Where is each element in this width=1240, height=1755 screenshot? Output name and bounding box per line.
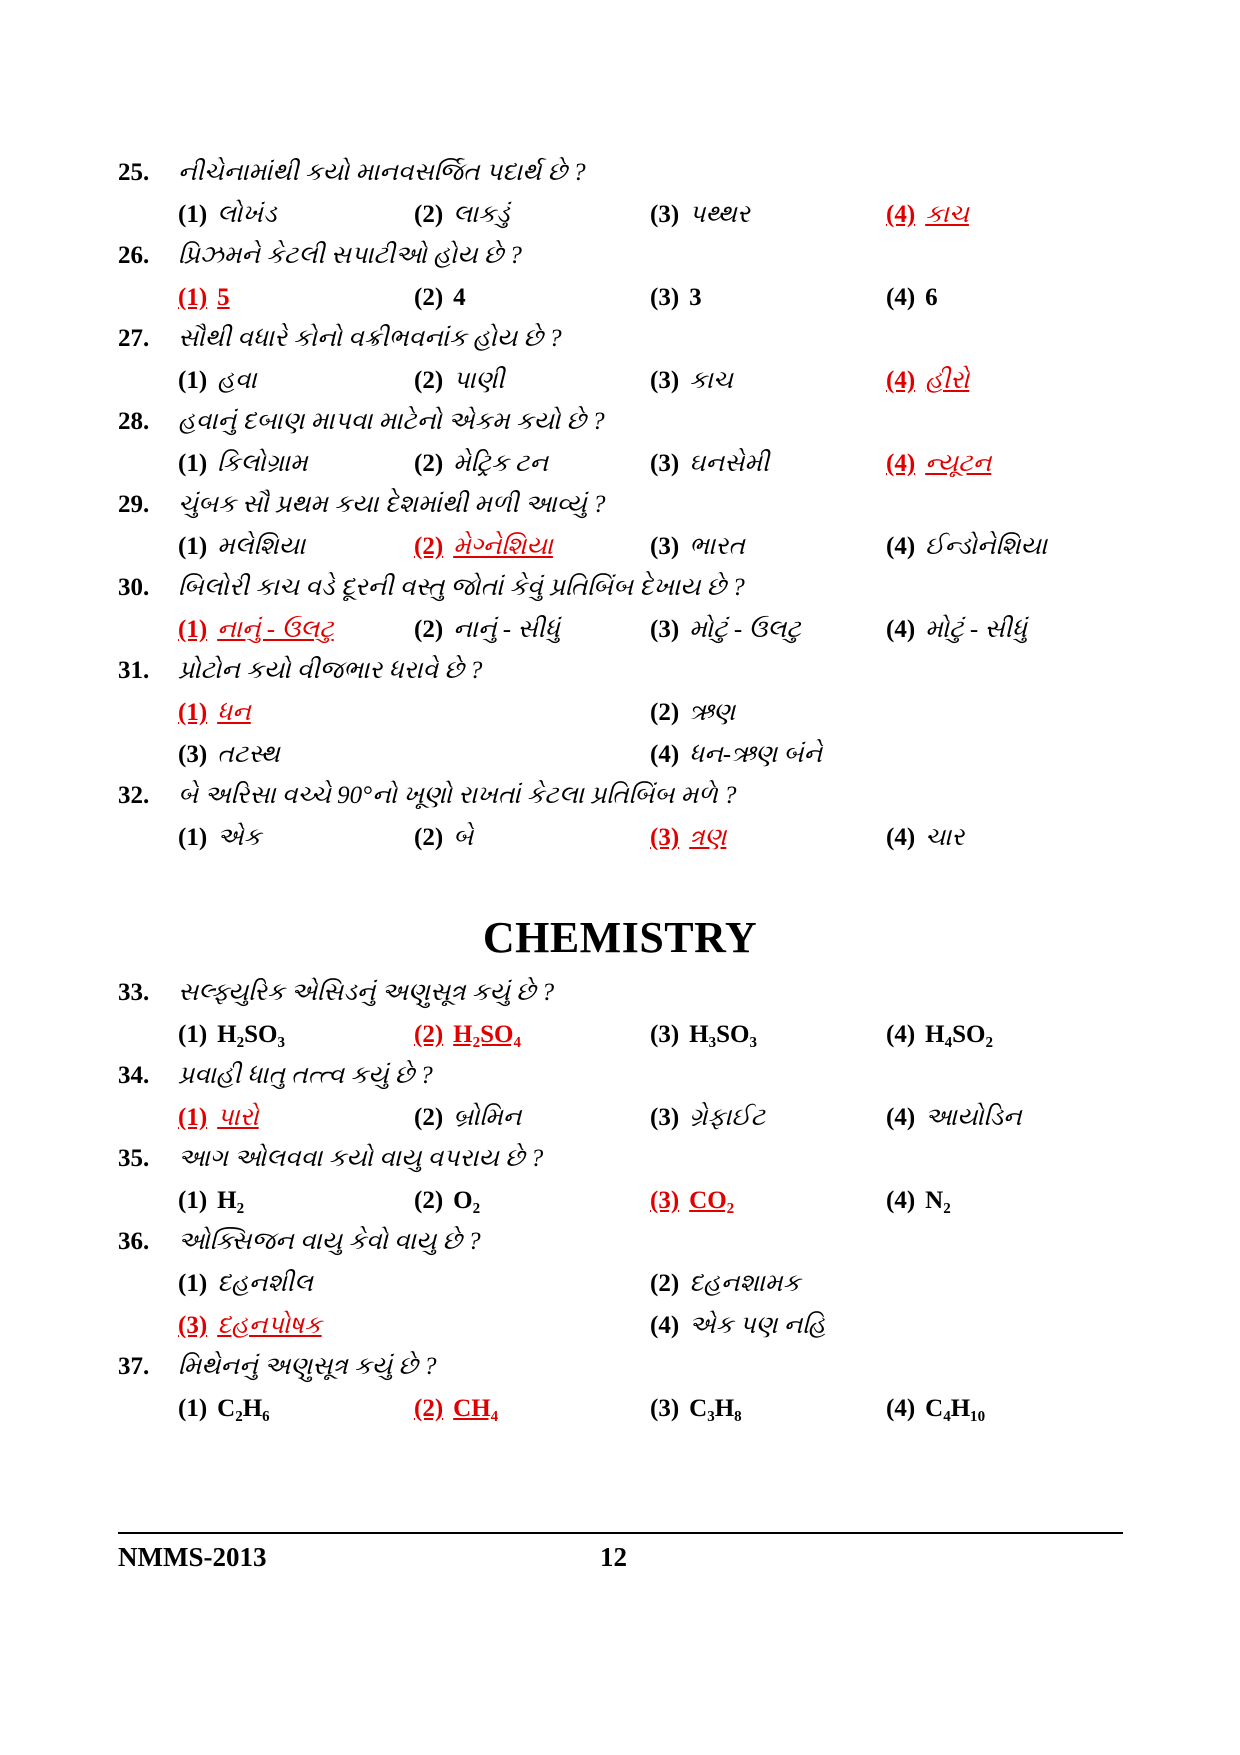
question-25 [118, 152, 1140, 236]
option-4-correct-answer: (4) હીરો [886, 367, 970, 394]
option-3: (3) તટસ્થ [178, 741, 280, 768]
option-2: (2) લાકડું [414, 201, 510, 228]
option-1: (1) કિલોગ્રામ [178, 450, 308, 477]
option-3: (3) ભારત [650, 533, 745, 560]
question-text: પ્રવાહી ધાતુ તત્ત્વ કયું છે ? [178, 1062, 433, 1089]
question-number: 35. [118, 1145, 150, 1172]
question-36 [118, 1221, 1140, 1347]
option-3: (3) 3 [650, 284, 702, 311]
option-1: (1) હવા [178, 367, 257, 394]
question-34 [118, 1055, 1140, 1139]
question-26 [118, 235, 1140, 319]
option-2-correct-answer: (2) CH₄ [414, 1395, 499, 1422]
question-number: 32. [118, 782, 150, 809]
option-3-correct-answer: (3) ત્રણ [650, 824, 727, 851]
question-number: 36. [118, 1228, 150, 1255]
option-4: (4) H₄SO₂ [886, 1021, 993, 1048]
option-2: (2) બે [414, 824, 474, 851]
option-2: (2) બ્રોમિન [414, 1104, 522, 1131]
option-1-correct-answer: (1) પારો [178, 1104, 259, 1131]
question-number: 27. [118, 325, 150, 352]
option-4: (4) એક પણ નહિ [650, 1312, 826, 1339]
option-3: (3) કાચ [650, 367, 733, 394]
option-2: (2) O₂ [414, 1187, 481, 1214]
question-35 [118, 1138, 1140, 1222]
option-3: (3) H₃SO₃ [650, 1021, 757, 1048]
option-3: (3) મોટું - ઉલટુ [650, 616, 801, 643]
option-4: (4) ઈન્ડોનેશિયા [886, 533, 1048, 560]
option-1: (1) મલેશિયા [178, 533, 306, 560]
question-text: સલ્ફ્યુરિક એસિડનું અણુસૂત્ર કયું છે ? [178, 979, 555, 1006]
question-29 [118, 484, 1140, 568]
question-text: બિલોરી કાચ વડે દૂરની વસ્તુ જોતાં કેવું પ્રતિબિંબ દેખાય છે ? [178, 574, 745, 601]
option-2-correct-answer: (2) મેગ્નેશિયા [414, 533, 553, 560]
option-4-correct-answer: (4) ન્યૂટન [886, 450, 992, 477]
option-1-correct-answer: (1) 5 [178, 284, 230, 311]
footer-divider [118, 1532, 1123, 1534]
option-2: (2) મેટ્રિક ટન [414, 450, 549, 477]
option-4: (4) 6 [886, 284, 938, 311]
question-text: પ્રોટોન કયો વીજભાર ધરાવે છે ? [178, 657, 483, 684]
question-text: નીચેનામાંથી કયો માનવસર્જિત પદાર્થ છે ? [178, 159, 586, 186]
option-4: (4) N₂ [886, 1187, 951, 1214]
option-3-correct-answer: (3) દહનપોષક [178, 1312, 322, 1339]
question-text: બે અરિસા વચ્ચે 90°નો ખૂણો રાખતાં કેટલા પ્રતિબિંબ મળે ? [178, 782, 737, 809]
section-heading: CHEMISTRY [482, 913, 758, 962]
option-4: (4) મોટું - સીધું [886, 616, 1027, 643]
option-2: (2) પાણી [414, 367, 505, 394]
question-number: 28. [118, 408, 150, 435]
question-32 [118, 775, 1140, 859]
option-4: (4) ચાર [886, 824, 965, 851]
question-33 [118, 972, 1140, 1056]
question-28 [118, 401, 1140, 485]
option-3: (3) પથ્થર [650, 201, 750, 228]
question-text: મિથેનનું અણુસૂત્ર કયું છે ? [178, 1353, 437, 1380]
option-1: (1) H₂ [178, 1187, 245, 1214]
option-4: (4) ધન-ઋણ બંને [650, 741, 823, 768]
question-30 [118, 567, 1140, 651]
question-number: 33. [118, 979, 150, 1006]
question-31 [118, 650, 1140, 776]
option-3: (3) ઘનસેમી [650, 450, 770, 477]
option-3: (3) C₃H₈ [650, 1395, 742, 1422]
question-number: 26. [118, 242, 150, 269]
question-text: સૌથી વધારે કોનો વક્રીભવનાંક હોય છે ? [178, 325, 562, 352]
option-4: (4) આયોડિન [886, 1104, 1022, 1131]
question-number: 34. [118, 1062, 150, 1089]
option-4: (4) C₄H₁₀ [886, 1395, 986, 1422]
page-number: 12 [600, 1542, 627, 1572]
option-3-correct-answer: (3) CO₂ [650, 1187, 735, 1214]
option-1: (1) દહનશીલ [178, 1270, 313, 1297]
question-number: 29. [118, 491, 150, 518]
question-number: 25. [118, 159, 150, 186]
question-number: 37. [118, 1353, 150, 1380]
option-3: (3) ગ્રેફાઈટ [650, 1104, 766, 1131]
question-number: 30. [118, 574, 150, 601]
option-1-correct-answer: (1) ધન [178, 699, 251, 726]
question-number: 31. [118, 657, 150, 684]
question-text: પ્રિઝમને કેટલી સપાટીઓ હોય છે ? [178, 242, 522, 269]
option-2: (2) દહનશામક [650, 1270, 801, 1297]
option-1: (1) લોખંડ [178, 201, 277, 228]
option-1-correct-answer: (1) નાનું - ઉલટુ [178, 616, 334, 643]
exam-name: NMMS-2013 [118, 1542, 267, 1572]
option-2: (2) નાનું - સીધું [414, 616, 560, 643]
option-1: (1) એક [178, 824, 262, 851]
question-text: ઓક્સિજન વાયુ કેવો વાયુ છે ? [178, 1228, 481, 1255]
option-2-correct-answer: (2) H₂SO₄ [414, 1021, 521, 1048]
question-text: આગ ઓલવવા કયો વાયુ વપરાય છે ? [178, 1145, 544, 1172]
option-4-correct-answer: (4) કાચ [886, 201, 969, 228]
question-text: હવાનું દબાણ માપવા માટેનો એકમ કયો છે ? [178, 408, 605, 435]
option-1: (1) H₂SO₃ [178, 1021, 285, 1048]
question-text: ચુંબક સૌ પ્રથમ કયા દેશમાંથી મળી આવ્યું ? [178, 491, 606, 518]
option-2: (2) 4 [414, 284, 466, 311]
option-1: (1) C₂H₆ [178, 1395, 270, 1422]
option-2: (2) ઋણ [650, 699, 736, 726]
question-27 [118, 318, 1140, 402]
question-37 [118, 1346, 1140, 1430]
